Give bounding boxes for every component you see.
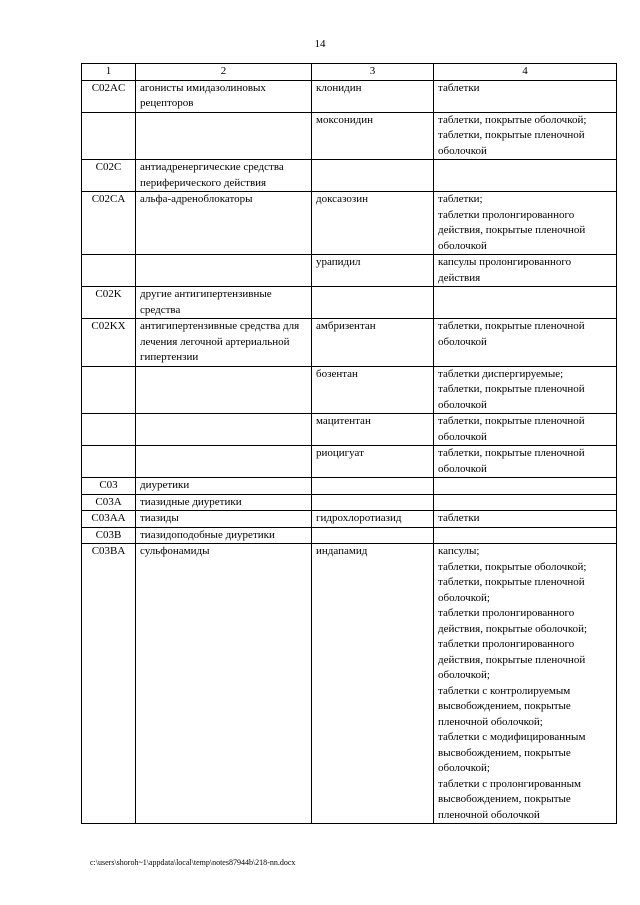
table-row (82, 414, 617, 446)
atc-code-cell: C02KX (82, 319, 136, 367)
drug-name-cell: урапидил (312, 255, 434, 287)
drug-name-cell: доксазозин (312, 192, 434, 255)
group-name-cell (136, 255, 312, 287)
atc-code-cell: C03B (82, 527, 136, 544)
dosage-form-cell (434, 287, 617, 319)
dosage-form-cell: таблетки (434, 80, 617, 112)
dosage-form-cell: капсулы пролонгированного действия (434, 255, 617, 287)
page-number: 14 (314, 38, 326, 50)
group-name-cell: агонисты имидазолиновых рецепторов (136, 80, 312, 112)
dosage-form-cell: капсулы; таблетки, покрытые оболочкой; таблетки, покрытые пленочной оболочкой; таблетки пролонгированного действия, покрытые оболочкой; таблетки пролонгированного действия, покрытые пленочной оболочкой; таблетки с контролируемым высвобождением, покрытые пленочной оболочкой; таблетки с модифицированным высвобождением, покрытые оболочкой; таблетки с пролонгированным высвобождением, покрытые пленочной оболочкой (434, 544, 617, 824)
drug-name-cell: моксонидин (312, 112, 434, 160)
atc-code-cell: C03A (82, 494, 136, 511)
drug-name-cell (312, 287, 434, 319)
drug-name-cell (312, 160, 434, 192)
footer-file-path: c:\users\shoroh~1\appdata\local\temp\notes87944b\218-nn.docx (90, 858, 296, 867)
column-header: 2 (136, 64, 312, 81)
drug-name-cell (312, 478, 434, 495)
drug-table (81, 63, 617, 824)
group-name-cell: тиазидные диуретики (136, 494, 312, 511)
column-header: 4 (434, 64, 617, 81)
drug-name-cell: бозентан (312, 366, 434, 414)
table-row (82, 544, 617, 824)
table-row (82, 366, 617, 414)
dosage-form-cell: таблетки диспергируемые; таблетки, покрытые пленочной оболочкой (434, 366, 617, 414)
atc-code-cell: C03AA (82, 511, 136, 528)
column-header: 1 (82, 64, 136, 81)
group-name-cell: другие антигипертензивные средства (136, 287, 312, 319)
table-row (82, 478, 617, 495)
dosage-form-cell (434, 478, 617, 495)
group-name-cell (136, 414, 312, 446)
atc-code-cell (82, 446, 136, 478)
header-row (82, 64, 617, 81)
atc-code-cell (82, 255, 136, 287)
dosage-form-cell: таблетки (434, 511, 617, 528)
table-row (82, 255, 617, 287)
table-row (82, 446, 617, 478)
group-name-cell (136, 446, 312, 478)
group-name-cell: антигипертензивные средства для лечения легочной артериальной гипертензии (136, 319, 312, 367)
table-row (82, 511, 617, 528)
group-name-cell: диуретики (136, 478, 312, 495)
table-row (82, 494, 617, 511)
table-row (82, 287, 617, 319)
table-row (82, 80, 617, 112)
dosage-form-cell: таблетки, покрытые пленочной оболочкой (434, 319, 617, 367)
drug-name-cell (312, 494, 434, 511)
table-row (82, 192, 617, 255)
group-name-cell: альфа-адреноблокаторы (136, 192, 312, 255)
group-name-cell: сульфонамиды (136, 544, 312, 824)
atc-code-cell: C03BA (82, 544, 136, 824)
dosage-form-cell (434, 160, 617, 192)
dosage-form-cell: таблетки, покрытые оболочкой; таблетки, покрытые пленочной оболочкой (434, 112, 617, 160)
dosage-form-cell: таблетки, покрытые пленочной оболочкой (434, 446, 617, 478)
group-name-cell: тиазиды (136, 511, 312, 528)
drug-name-cell: амбризентан (312, 319, 434, 367)
atc-code-cell (82, 112, 136, 160)
atc-code-cell: C02CA (82, 192, 136, 255)
table-body (82, 80, 617, 824)
atc-code-cell: C02C (82, 160, 136, 192)
atc-code-cell: C02K (82, 287, 136, 319)
atc-code-cell (82, 414, 136, 446)
drug-name-cell: гидрохлоротиазид (312, 511, 434, 528)
drug-name-cell (312, 527, 434, 544)
atc-code-cell: C03 (82, 478, 136, 495)
atc-code-cell: C02AC (82, 80, 136, 112)
column-header: 3 (312, 64, 434, 81)
table-row (82, 160, 617, 192)
dosage-form-cell (434, 527, 617, 544)
drug-name-cell: мацитентан (312, 414, 434, 446)
table-row (82, 527, 617, 544)
dosage-form-cell: таблетки, покрытые пленочной оболочкой (434, 414, 617, 446)
group-name-cell: тиазидоподобные диуретики (136, 527, 312, 544)
drug-name-cell: клонидин (312, 80, 434, 112)
table-row (82, 319, 617, 367)
dosage-form-cell (434, 494, 617, 511)
group-name-cell: антиадренергические средства периферического действия (136, 160, 312, 192)
group-name-cell (136, 112, 312, 160)
dosage-form-cell: таблетки; таблетки пролонгированного действия, покрытые пленочной оболочкой (434, 192, 617, 255)
atc-code-cell (82, 366, 136, 414)
table-row (82, 112, 617, 160)
group-name-cell (136, 366, 312, 414)
drug-name-cell: индапамид (312, 544, 434, 824)
drug-name-cell: риоцигуат (312, 446, 434, 478)
